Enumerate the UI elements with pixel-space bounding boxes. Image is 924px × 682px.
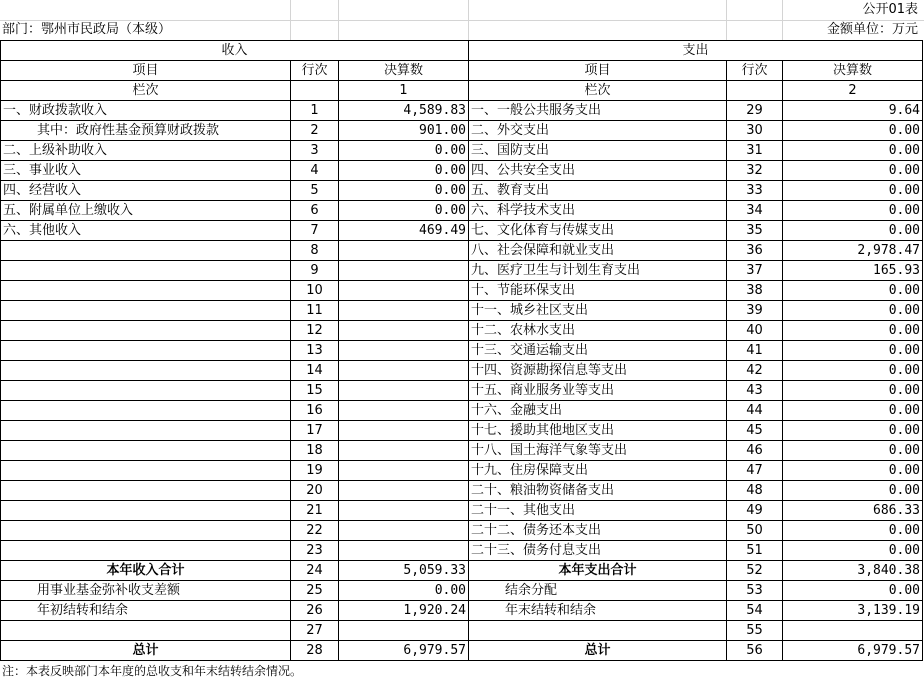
table-row — [1, 361, 923, 381]
income-line: 13 — [291, 341, 339, 361]
expense-amount: 0.00 — [783, 161, 923, 181]
income-line: 7 — [291, 221, 339, 241]
income-amount — [339, 301, 469, 321]
income-amount — [339, 241, 469, 261]
income-line: 3 — [291, 141, 339, 161]
year-total-row — [1, 561, 923, 581]
income-line: 12 — [291, 321, 339, 341]
expense-line: 37 — [727, 261, 783, 281]
table-row — [1, 101, 923, 121]
grand-total-row-income-label: 总计 — [1, 641, 291, 661]
expense-item: 十八、国土海洋气象等支出 — [469, 441, 727, 461]
income-item: 年初结转和结余 — [1, 601, 291, 621]
expense-item: 十七、援助其他地区支出 — [469, 421, 727, 441]
income-item — [1, 361, 291, 381]
expense-amount: 0.00 — [783, 421, 923, 441]
expense-line: 34 — [727, 201, 783, 221]
year-total-row-expense-label: 本年支出合计 — [469, 561, 727, 581]
table-row — [1, 381, 923, 401]
expense-item: 二十、粮油物资储备支出 — [469, 481, 727, 501]
income-line: 5 — [291, 181, 339, 201]
income-amount — [339, 261, 469, 281]
expense-amount: 0.00 — [783, 361, 923, 381]
table-row — [1, 281, 923, 301]
income-amount: 0.00 — [339, 201, 469, 221]
expense-line: 32 — [727, 161, 783, 181]
expense-item: 年末结转和结余 — [469, 601, 727, 621]
income-line: 1 — [291, 101, 339, 121]
income-item: 五、附属单位上缴收入 — [1, 201, 291, 221]
expense-item: 十五、商业服务业等支出 — [469, 381, 727, 401]
expense-item: 三、国防支出 — [469, 141, 727, 161]
expense-amount: 0.00 — [783, 521, 923, 541]
year-total-row-expense-amount: 3,840.38 — [783, 561, 923, 581]
income-amount — [339, 341, 469, 361]
expense-line: 38 — [727, 281, 783, 301]
expense-item: 五、教育支出 — [469, 181, 727, 201]
lanci-income: 1 — [339, 81, 469, 101]
lanci-row — [1, 81, 923, 101]
income-item: 六、其他收入 — [1, 221, 291, 241]
table-row — [1, 261, 923, 281]
year-total-row-expense-line: 52 — [727, 561, 783, 581]
expense-item: 十四、资源勘探信息等支出 — [469, 361, 727, 381]
income-amount — [339, 441, 469, 461]
table-row — [1, 441, 923, 461]
expense-amount: 0.00 — [783, 301, 923, 321]
section-header-row — [1, 41, 923, 61]
expense-amount: 0.00 — [783, 481, 923, 501]
income-item — [1, 501, 291, 521]
table-row — [1, 401, 923, 421]
expense-line: 33 — [727, 181, 783, 201]
expense-amount: 3,139.19 — [783, 601, 923, 621]
table-row — [1, 421, 923, 441]
income-amount: 4,589.83 — [339, 101, 469, 121]
col-line-expense: 行次 — [727, 61, 783, 81]
income-item: 四、经营收入 — [1, 181, 291, 201]
income-item — [1, 521, 291, 541]
income-amount: 1,920.24 — [339, 601, 469, 621]
expense-amount: 0.00 — [783, 201, 923, 221]
income-line: 2 — [291, 121, 339, 141]
income-amount — [339, 381, 469, 401]
form-code: 公开01表 — [862, 2, 918, 17]
expense-line: 45 — [727, 421, 783, 441]
expense-line: 31 — [727, 141, 783, 161]
col-amount-expense: 决算数 — [783, 61, 923, 81]
expense-amount: 0.00 — [783, 341, 923, 361]
expense-line: 39 — [727, 301, 783, 321]
expense-line: 41 — [727, 341, 783, 361]
expense-amount: 0.00 — [783, 141, 923, 161]
footnote: 注：本表反映部门本年度的总收支和年末结转结余情况。 — [2, 664, 303, 678]
expense-item: 四、公共安全支出 — [469, 161, 727, 181]
income-amount: 0.00 — [339, 141, 469, 161]
expense-amount: 0.00 — [783, 121, 923, 141]
income-line: 22 — [291, 521, 339, 541]
expense-amount: 0.00 — [783, 541, 923, 561]
expense-item: 九、医疗卫生与计划生育支出 — [469, 261, 727, 281]
income-amount — [339, 361, 469, 381]
income-item — [1, 621, 291, 641]
income-line: 19 — [291, 461, 339, 481]
expense-line: 35 — [727, 221, 783, 241]
unit-label: 金额单位：万元 — [826, 22, 918, 37]
income-item: 三、事业收入 — [1, 161, 291, 181]
grand-total-row-expense-amount: 6,979.57 — [783, 641, 923, 661]
empty-cell — [291, 81, 339, 101]
table-row — [1, 501, 923, 521]
income-amount: 0.00 — [339, 161, 469, 181]
income-item — [1, 241, 291, 261]
table-row — [1, 221, 923, 241]
expense-item: 六、科学技术支出 — [469, 201, 727, 221]
lanci-label-income: 栏次 — [1, 81, 291, 101]
expense-line: 44 — [727, 401, 783, 421]
income-amount: 901.00 — [339, 121, 469, 141]
col-item-expense: 项目 — [469, 61, 727, 81]
income-amount: 0.00 — [339, 181, 469, 201]
expense-amount: 0.00 — [783, 321, 923, 341]
grand-total-row-expense-label: 总计 — [469, 641, 727, 661]
expense-item: 结余分配 — [469, 581, 727, 601]
expense-item: 一、一般公共服务支出 — [469, 101, 727, 121]
expense-item: 十三、交通运输支出 — [469, 341, 727, 361]
income-item — [1, 281, 291, 301]
expense-line: 49 — [727, 501, 783, 521]
expense-line: 54 — [727, 601, 783, 621]
table-row — [1, 621, 923, 641]
expense-line: 53 — [727, 581, 783, 601]
income-amount — [339, 401, 469, 421]
expense-line: 40 — [727, 321, 783, 341]
expense-amount: 2,978.47 — [783, 241, 923, 261]
table-row — [1, 141, 923, 161]
lanci-expense: 2 — [783, 81, 923, 101]
expense-item: 十二、农林水支出 — [469, 321, 727, 341]
income-item — [1, 421, 291, 441]
table-row — [1, 581, 923, 601]
expense-amount: 9.64 — [783, 101, 923, 121]
table-row — [1, 301, 923, 321]
grand-total-row-income-line: 28 — [291, 641, 339, 661]
income-line: 20 — [291, 481, 339, 501]
income-item — [1, 481, 291, 501]
income-line: 27 — [291, 621, 339, 641]
expense-amount: 0.00 — [783, 401, 923, 421]
income-item — [1, 261, 291, 281]
income-amount — [339, 481, 469, 501]
income-line: 11 — [291, 301, 339, 321]
expense-amount: 0.00 — [783, 281, 923, 301]
income-item: 一、财政拨款收入 — [1, 101, 291, 121]
income-line: 21 — [291, 501, 339, 521]
grand-total-row-income-amount: 6,979.57 — [339, 641, 469, 661]
expense-line: 55 — [727, 621, 783, 641]
expense-item: 八、社会保障和就业支出 — [469, 241, 727, 261]
income-amount: 0.00 — [339, 581, 469, 601]
income-line: 23 — [291, 541, 339, 561]
income-item: 用事业基金弥补收支差额 — [1, 581, 291, 601]
year-total-row-income-amount: 5,059.33 — [339, 561, 469, 581]
expense-line: 50 — [727, 521, 783, 541]
expense-line: 30 — [727, 121, 783, 141]
expense-line: 46 — [727, 441, 783, 461]
income-line: 25 — [291, 581, 339, 601]
col-line-income: 行次 — [291, 61, 339, 81]
grand-total-row-expense-line: 56 — [727, 641, 783, 661]
table-row — [1, 461, 923, 481]
department-label: 部门：鄂州市民政局（本级） — [2, 22, 172, 37]
year-total-row-income-label: 本年收入合计 — [1, 561, 291, 581]
expense-item: 二、外交支出 — [469, 121, 727, 141]
income-amount — [339, 421, 469, 441]
expense-header: 支出 — [469, 41, 923, 61]
expense-item: 七、文化体育与传媒支出 — [469, 221, 727, 241]
income-item — [1, 541, 291, 561]
income-amount — [339, 541, 469, 561]
expense-amount: 0.00 — [783, 461, 923, 481]
expense-line: 47 — [727, 461, 783, 481]
expense-item: 二十二、债务还本支出 — [469, 521, 727, 541]
expense-item: 十六、金融支出 — [469, 401, 727, 421]
income-line: 26 — [291, 601, 339, 621]
expense-amount: 0.00 — [783, 181, 923, 201]
year-total-row-income-line: 24 — [291, 561, 339, 581]
expense-amount: 686.33 — [783, 501, 923, 521]
income-line: 9 — [291, 261, 339, 281]
income-line: 17 — [291, 421, 339, 441]
lanci-label-expense: 栏次 — [469, 81, 727, 101]
table-row — [1, 521, 923, 541]
income-amount — [339, 501, 469, 521]
table-row — [1, 341, 923, 361]
income-amount — [339, 461, 469, 481]
expense-item: 二十三、债务付息支出 — [469, 541, 727, 561]
empty-cell — [727, 81, 783, 101]
income-item — [1, 441, 291, 461]
income-item — [1, 461, 291, 481]
table-row — [1, 181, 923, 201]
table-row — [1, 481, 923, 501]
expense-item — [469, 621, 727, 641]
income-item — [1, 401, 291, 421]
expense-line: 42 — [727, 361, 783, 381]
expense-line: 36 — [727, 241, 783, 261]
expense-amount: 165.93 — [783, 261, 923, 281]
expense-amount: 0.00 — [783, 381, 923, 401]
income-item — [1, 381, 291, 401]
expense-amount: 0.00 — [783, 221, 923, 241]
income-item: 二、上级补助收入 — [1, 141, 291, 161]
col-item-income: 项目 — [1, 61, 291, 81]
table-row — [1, 161, 923, 181]
expense-item: 十、节能环保支出 — [469, 281, 727, 301]
expense-item: 十九、住房保障支出 — [469, 461, 727, 481]
income-line: 10 — [291, 281, 339, 301]
income-amount: 469.49 — [339, 221, 469, 241]
table-row — [1, 241, 923, 261]
income-header: 收入 — [1, 41, 469, 61]
income-amount — [339, 321, 469, 341]
income-item: 其中：政府性基金预算财政拨款 — [1, 121, 291, 141]
income-line: 8 — [291, 241, 339, 261]
grand-total-row — [1, 641, 923, 661]
col-amount-income: 决算数 — [339, 61, 469, 81]
income-amount — [339, 281, 469, 301]
income-line: 4 — [291, 161, 339, 181]
income-amount — [339, 521, 469, 541]
income-amount — [339, 621, 469, 641]
column-header-row — [1, 61, 923, 81]
expense-line: 51 — [727, 541, 783, 561]
income-line: 6 — [291, 201, 339, 221]
expense-line: 43 — [727, 381, 783, 401]
expense-amount — [783, 621, 923, 641]
table-row — [1, 601, 923, 621]
income-line: 15 — [291, 381, 339, 401]
expense-amount: 0.00 — [783, 581, 923, 601]
table-row — [1, 541, 923, 561]
table-row — [1, 201, 923, 221]
expense-amount: 0.00 — [783, 441, 923, 461]
expense-item: 二十一、其他支出 — [469, 501, 727, 521]
income-item — [1, 341, 291, 361]
expense-line: 29 — [727, 101, 783, 121]
income-item — [1, 321, 291, 341]
income-line: 18 — [291, 441, 339, 461]
income-line: 16 — [291, 401, 339, 421]
expense-item: 十一、城乡社区支出 — [469, 301, 727, 321]
income-item — [1, 301, 291, 321]
expense-line: 48 — [727, 481, 783, 501]
table-row — [1, 121, 923, 141]
income-line: 14 — [291, 361, 339, 381]
table-row — [1, 321, 923, 341]
income-expense-table — [0, 40, 923, 661]
